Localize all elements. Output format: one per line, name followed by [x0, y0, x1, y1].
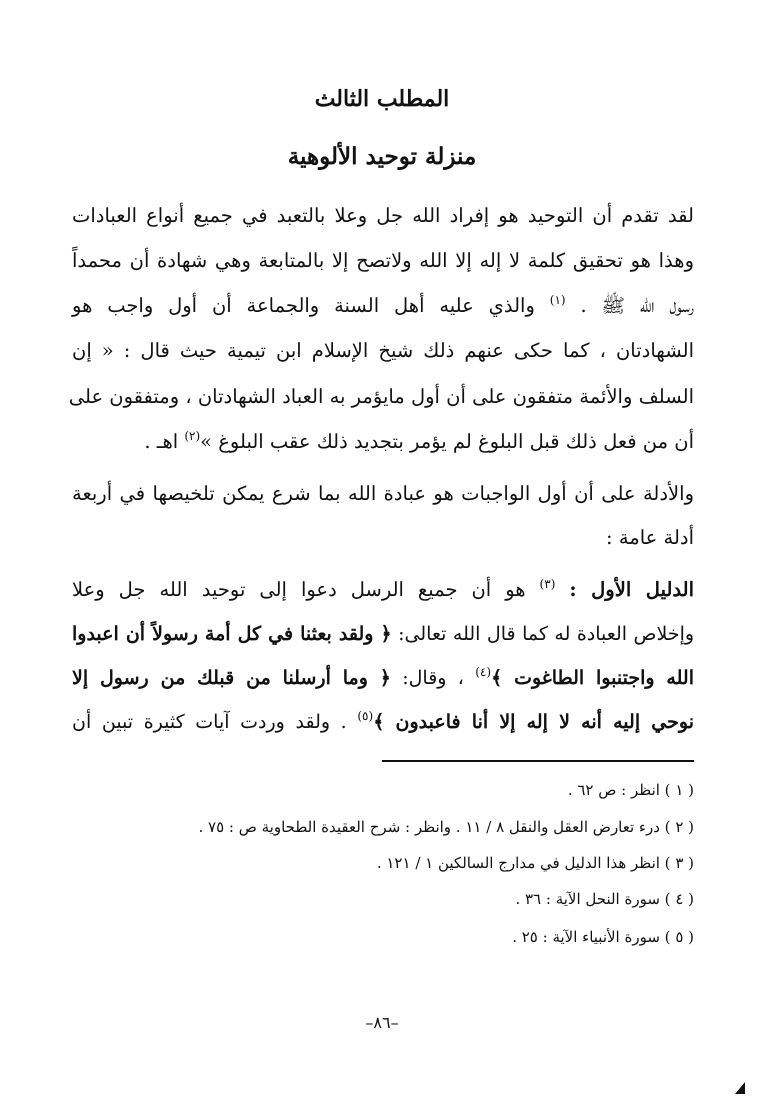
section-heading: المطلب الثالث — [314, 86, 450, 112]
text-run: هو أن جميع الرسل دعوا إلى توحيد الله جل وعلا — [72, 578, 526, 601]
text-run: ، وقال: — [402, 667, 464, 689]
quran-verse: نوحي إليه أنه لا إله إلا أنا فاعبدون ﴾ — [373, 711, 694, 733]
quran-verse: الله واجتنبوا الطاغوت ﴾ — [491, 667, 694, 689]
paragraph-1-line-2: وهذا هو تحقيق كلمة لا إله إلا الله ولاتصح إلا بالمتابعة وهي شهادة أن محمداً — [72, 249, 694, 272]
paragraph-3-line-3 — [72, 658, 694, 698]
paragraph-2-line-1: والأدلة على أن أول الواجبات هو عبادة الله بما شرع يمكن تلخيصها في أربعة — [72, 482, 694, 505]
paragraph-3-line-1 — [72, 570, 694, 610]
page-title: منزلة توحيد الألوهية — [287, 143, 477, 170]
text-run: رسول الله ﷺ . — [580, 294, 695, 317]
footnote-2: ( ٢ ) درء تعارض العقل والنقل ٨ / ١١ . وانظر : شرح العقيدة الطحاوية ص : ٧٥ . — [198, 818, 694, 836]
paragraph-2-line-2: أدلة عامة : — [606, 526, 694, 549]
footnote-ref-2[interactable]: (٢) — [184, 429, 201, 443]
evidence-lead: الدليل الأول : — [569, 578, 694, 601]
text-run: والذي عليه أهل السنة والجماعة أن أول واجب هو — [72, 294, 535, 317]
footnote-ref-1[interactable]: (١) — [549, 293, 566, 307]
footnote-ref-5[interactable]: (٥) — [357, 709, 374, 723]
footnote-1: ( ١ ) انظر : ص ٦٢ . — [567, 781, 694, 799]
quran-verse: ﴿ ولقد بعثنا في كل أمة رسولاً أن اعبدوا — [72, 623, 392, 645]
paragraph-1-line-6 — [72, 422, 694, 462]
text-run: . ولقد وردت آيات كثيرة تبين أن — [72, 711, 347, 733]
paragraph-1-line-4: الشهادتان ، كما حكى عنهم ذلك شيخ الإسلام ابن تيمية حيث قال : « إن — [72, 339, 694, 362]
paragraph-3-line-2 — [72, 614, 694, 654]
footnote-5: ( ٥ ) سورة الأنبياء الآية : ٢٥ . — [512, 928, 694, 946]
footnote-divider — [382, 760, 694, 762]
paragraph-3-line-4 — [72, 702, 694, 742]
paragraph-1-line-1: لقد تقدم أن التوحيد هو إفراد الله جل وعلا بالتعبد في جميع أنواع العبادات — [72, 204, 694, 227]
footnote-ref-3[interactable]: (٣) — [539, 577, 556, 591]
footnote-3: ( ٣ ) انظر هذا الدليل في مدارج السالكين ١ / ١٢١ . — [376, 854, 694, 872]
text-run: أن من فعل ذلك قبل البلوغ لم يؤمر بتجديد ذلك عقب البلوغ » — [200, 430, 694, 453]
quran-verse: ﴿ وما أرسلنا من قبلك من رسول إلا — [72, 667, 391, 689]
footnote-4: ( ٤ ) سورة النحل الآية : ٣٦ . — [515, 890, 694, 908]
paragraph-1-line-3 — [72, 286, 694, 326]
footnote-ref-4[interactable]: (٤) — [475, 665, 492, 679]
corner-mark — [735, 1082, 745, 1094]
page-number: –٨٦– — [365, 1013, 399, 1032]
text-run: اهـ . — [144, 430, 179, 453]
paragraph-1-line-5: السلف والأئمة متفقون على أن أول مايؤمر به العباد الشهادتان ، ومتفقون على — [68, 385, 694, 408]
text-run: وإخلاص العبادة له كما قال الله تعالى: — [398, 623, 695, 645]
